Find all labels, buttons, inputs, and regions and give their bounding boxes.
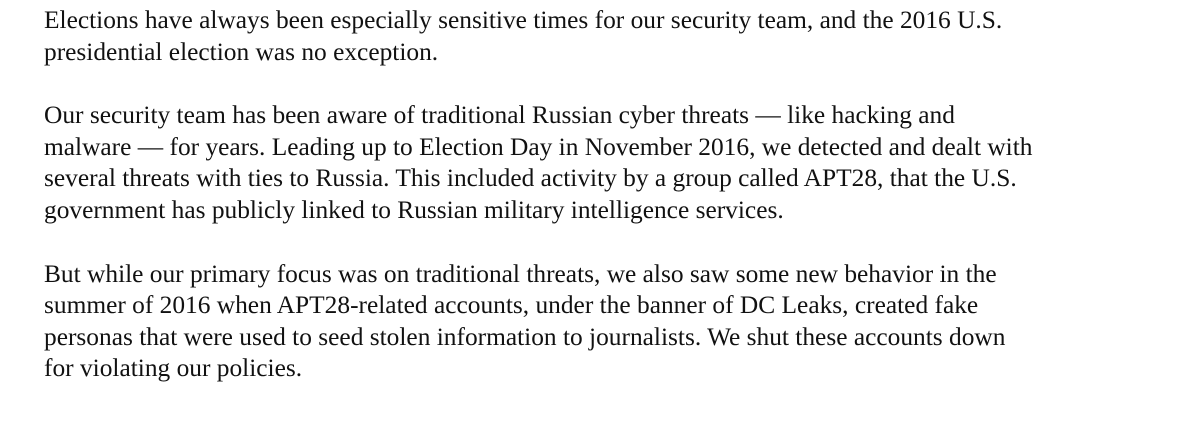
text-line: presidential election was no exception. [44,37,439,66]
text-line: several threats with ties to Russia. This included activity by a group called APT28, that the U.S. [44,164,1017,193]
text-line: personas that were used to seed stolen information to journalists. We shut these accounts down [44,322,1006,351]
text-line: summer of 2016 when APT28-related accounts, under the banner of DC Leaks, created fake [44,291,979,320]
document-body [44,5,1164,417]
text-line: for violating our policies. [44,354,303,383]
text-line: But while our primary focus was on traditional threats, we also saw some new behavior in the [44,259,997,288]
paragraph-election-sensitivity [44,5,1164,68]
paragraph-dc-leaks [44,259,1164,385]
text-line: Our security team has been aware of traditional Russian cyber threats — like hacking and [44,101,955,130]
text-line: malware — for years. Leading up to Election Day in November 2016, we detected and dealt with [44,132,1033,161]
text-line: Elections have always been especially sensitive times for our security team, and the 2016 U.S. [44,6,1003,34]
text-line: government has publicly linked to Russian military intelligence services. [44,195,784,224]
paragraph-russian-threats [44,100,1164,226]
